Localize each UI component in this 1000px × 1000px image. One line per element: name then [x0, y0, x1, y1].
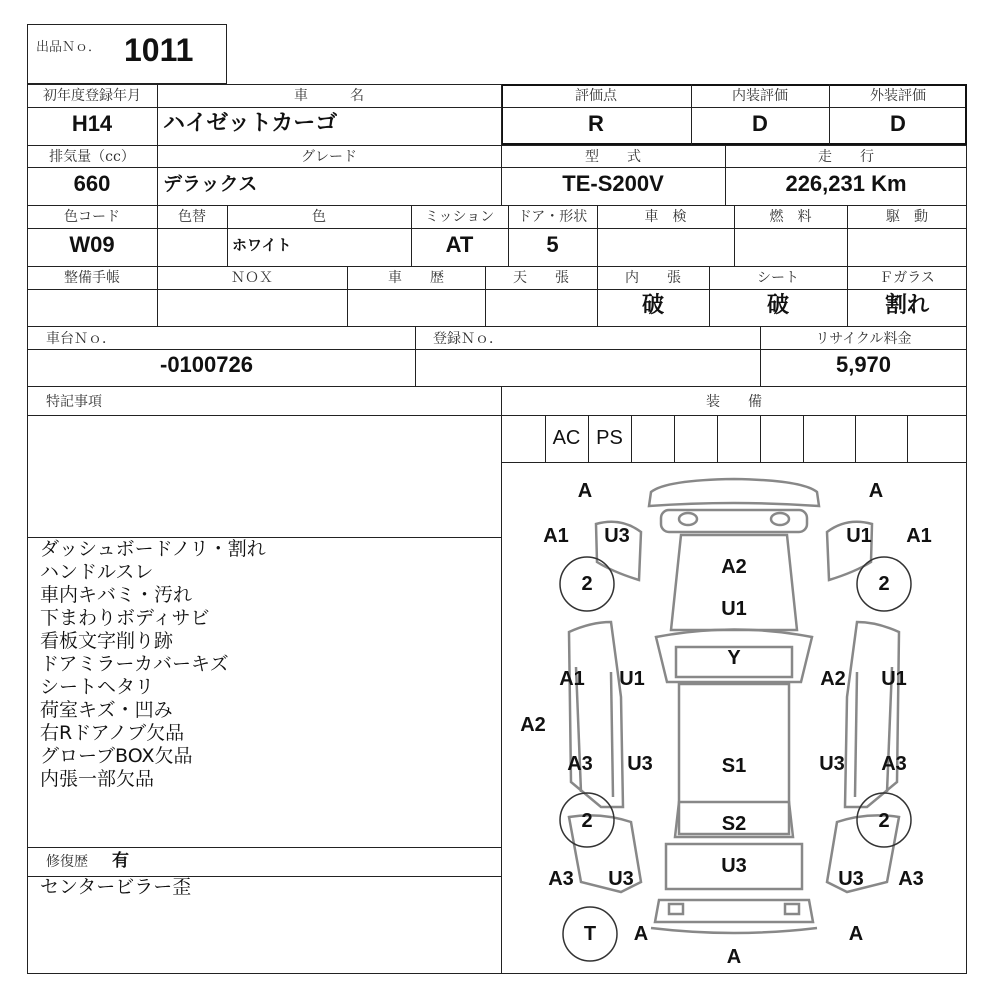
damage-mark: A2	[520, 714, 546, 736]
registration-no-label: 登録Ｎｏ．	[433, 331, 503, 347]
note-line: 下まわりボディサビ	[40, 607, 210, 629]
damage-mark: U3	[608, 868, 634, 890]
windshield-value: 割れ	[884, 293, 929, 318]
damage-mark: A2	[820, 668, 846, 690]
lot-number: 1011	[124, 32, 194, 68]
note-line: 右Rドアノブ欠品	[40, 722, 185, 744]
repair-value: 有	[112, 851, 129, 871]
note-line: 荷室キズ・凹み	[40, 699, 173, 721]
damage-mark: U1	[619, 668, 645, 690]
damage-mark: Y	[727, 647, 741, 669]
exterior-grade-value: D	[890, 111, 906, 136]
recycle-fee-label: リサイクル料金	[815, 331, 912, 347]
damage-mark: A1	[906, 525, 932, 547]
damage-mark: A3	[898, 868, 924, 890]
inspection-label: 車 検	[644, 209, 687, 225]
trim-panel-value: 破	[641, 293, 664, 318]
trim-value: デラックス	[163, 173, 258, 195]
headliner-label: 天 張	[513, 270, 569, 286]
damage-mark: A	[633, 923, 649, 945]
damage-mark: A	[848, 923, 864, 945]
damage-mark: A	[726, 946, 742, 968]
color-code-label: 色コード	[64, 209, 120, 225]
note-line: 内張一部欠品	[40, 768, 155, 790]
damage-mark: 2	[878, 573, 890, 595]
damage-mark: U3	[721, 855, 747, 877]
damage-mark: A	[868, 480, 884, 502]
mileage-value: 226,231 Km	[785, 171, 907, 196]
damage-mark: U3	[838, 868, 864, 890]
interior-grade-label: 内装評価	[732, 88, 788, 104]
damage-mark: A2	[721, 556, 747, 578]
damage-mark: U1	[846, 525, 872, 547]
recycle-fee-value: 5,970	[835, 352, 892, 377]
damage-mark: U1	[721, 598, 747, 620]
car-name-label: 車 名	[294, 88, 364, 104]
damage-mark: U3	[819, 753, 845, 775]
exterior-grade-label: 外装評価	[870, 88, 926, 104]
history-label: 車 歴	[388, 270, 444, 286]
damage-mark: U3	[604, 525, 630, 547]
equipment-item: AC	[552, 427, 581, 449]
note-line: ハンドルスレ	[40, 561, 154, 583]
notes-label: 特記事項	[46, 394, 102, 410]
damage-mark: S1	[721, 755, 747, 777]
equipment-item: PS	[596, 427, 623, 449]
damage-mark: U1	[881, 668, 907, 690]
color-code-value: W09	[69, 232, 115, 257]
color-value: ホワイト	[232, 236, 292, 254]
grade-score-label: 評価点	[575, 88, 617, 104]
grade-score-value: R	[588, 111, 604, 136]
nox-label: ＮＯＸ	[231, 270, 273, 286]
damage-mark: A3	[567, 753, 593, 775]
repair-label: 修復歴	[46, 854, 88, 870]
note-line: グローブBOX欠品	[40, 745, 193, 767]
damage-mark: A1	[543, 525, 569, 547]
transmission-value: AT	[445, 232, 474, 257]
model-code-label: 型 式	[585, 149, 641, 165]
chassis-no-label: 車台Ｎｏ．	[46, 331, 116, 347]
service-book-label: 整備手帳	[64, 270, 120, 286]
repaint-label: 色替	[178, 209, 206, 225]
equipment-label: 装 備	[706, 394, 762, 410]
note-line: シートヘタリ	[40, 676, 155, 698]
lot-label: 出品Ｎｏ．	[36, 40, 102, 55]
doors-value: 5	[546, 232, 559, 257]
damage-mark: A1	[559, 668, 585, 690]
first-registration-value: H14	[71, 111, 113, 136]
chassis-no-value: -0100726	[160, 352, 253, 377]
trim-label: グレード	[301, 149, 357, 165]
drive-label: 駆 動	[886, 209, 928, 225]
car-name-value: ハイゼットカーゴ	[163, 111, 338, 136]
damage-mark: 2	[581, 573, 593, 595]
seat-value: 破	[766, 293, 789, 318]
note-line: ドアミラーカバーキズ	[40, 653, 229, 675]
trim-panel-label: 内 張	[625, 270, 681, 286]
note-line: 車内キバミ・汚れ	[40, 584, 193, 606]
damage-mark: A	[577, 480, 593, 502]
windshield-label: Ｆガラス	[879, 270, 935, 286]
mileage-label: 走 行	[818, 149, 874, 165]
displacement-label: 排気量（cc）	[49, 149, 135, 165]
interior-grade-value: D	[752, 111, 768, 136]
note-line: 看板文字削り跡	[40, 630, 174, 652]
damage-mark: 2	[581, 810, 593, 832]
damage-mark: 2	[878, 810, 890, 832]
color-label: 色	[312, 209, 326, 225]
displacement-value: 660	[73, 171, 111, 196]
note-line: ダッシュボードノリ・割れ	[40, 538, 266, 560]
first-registration-label: 初年度登録年月	[43, 88, 141, 104]
doors-label: ドア・形状	[517, 209, 588, 225]
transmission-label: ミッション	[424, 209, 495, 225]
model-code-value: TE-S200V	[562, 171, 664, 196]
damage-mark: A3	[548, 868, 574, 890]
damage-mark: A3	[881, 753, 907, 775]
seat-label: シート	[757, 270, 799, 286]
damage-mark: T	[583, 923, 597, 945]
damage-mark: U3	[627, 753, 653, 775]
repair-detail: センタービラー歪	[40, 876, 192, 898]
damage-mark: S2	[721, 813, 747, 835]
fuel-label: 燃 料	[769, 209, 812, 225]
